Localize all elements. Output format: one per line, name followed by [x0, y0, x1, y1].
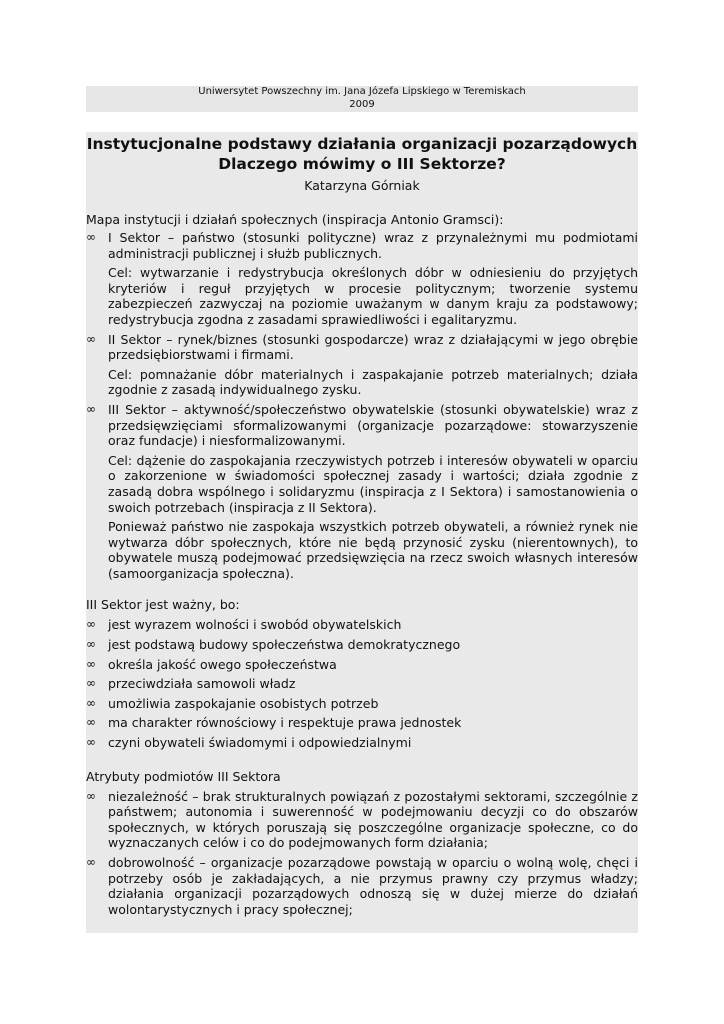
infinity-bullet-icon: ∞: [86, 401, 96, 416]
infinity-bullet-icon: ∞: [86, 656, 96, 671]
list-item-voluntariness: ∞ dobrowolność – organizacje pozarządowe powstają w oparciu o wolną wolę, chęci i potrzeby osób je zakładających, a nie przymus prawny czy przymus władzy; działania organizacji pozarządowych odnoszą się w dużej mierze do działań wolontarystycznych i pracy społecznej;: [86, 855, 638, 917]
list-item: ∞ jest wyrazem wolności i swobód obywatelskich: [86, 617, 402, 633]
sector-1-text: I Sektor – państwo (stosunki polityczne) wraz z przynależnymi mu podmiotami administracji publicznej i służb publicznych.: [108, 230, 638, 261]
author-name: Katarzyna Górniak: [304, 178, 420, 193]
header-year: 2009: [349, 98, 375, 110]
list-item-sector-2: [86, 332, 638, 363]
sector-3-text: III Sektor – aktywność/społeczeństwo obywatelskie (stosunki obywatelskie) wraz z przedsięwzięciami sformalizowanymi (organizacje pozarządowe: stowarzyszenie oraz fundacje) i niesformalizowanymi.: [108, 401, 638, 449]
list-item: ∞ umożliwia zaspokajanie osobistych potrzeb: [86, 695, 379, 711]
infinity-bullet-icon: ∞: [86, 695, 96, 710]
list-item: ∞ jest podstawą budowy społeczeństwa demokratycznego: [86, 637, 461, 653]
header-university: Uniwersytet Powszechny im. Jana Józefa Lipskiego w Teremiskach: [198, 86, 526, 97]
document-body: [86, 132, 638, 933]
infinity-bullet-icon: ∞: [86, 676, 96, 691]
sector-1-goal: Cel: wytwarzanie i redystrybucja określonych dóbr w odniesieniu do przyjętych kryteriów i reguł przyjętych w procesie politycznym; tworzenie systemu zabezpieczeń zazwyczaj na poziomie uważanym w danym kraju za podstawowy; redystrybucja zgodna z zasadami sprawiedliwości i egalitaryzmu.: [108, 265, 638, 327]
section-heading-importance: III Sektor jest ważny, bo:: [86, 597, 240, 613]
infinity-bullet-icon: ∞: [86, 715, 96, 730]
importance-list: [86, 617, 638, 750]
sector-2-text: II Sektor – rynek/biznes (stosunki gospodarcze) wraz z działającymi w jego obrębie przedsiębiorstwami i firmami.: [108, 331, 638, 363]
title-line-2: Dlaczego mówimy o III Sektorze?: [218, 155, 506, 173]
sector-2-goal: Cel: pomnażanie dóbr materialnych i zaspakajanie potrzeb materialnych; działa zgodnie z zasadą indywidualnego zysku.: [108, 366, 638, 398]
infinity-bullet-icon: ∞: [86, 230, 96, 244]
sector-3-goal: Cel: dążenie do zaspokajania rzeczywistych potrzeb i interesów obywateli w oparciu o zakorzenione w świadomości społecznej zasady i wartości; działa zgodnie z zasadą dobra wspólnego i solidaryzmu (inspiracja z I Sektora) i samostanowienia o swoich potrzebach (inspiracja z II Sektora).: [108, 452, 638, 515]
section-heading-attributes: Atrybuty podmiotów III Sektora: [86, 768, 281, 784]
page-header: [86, 86, 638, 112]
list-item: ∞ określa jakość owego społeczeństwa: [86, 656, 337, 672]
list-item-sector-3: [86, 402, 638, 449]
title-line-1: Instytucjonalne podstawy działania organizacji pozarządowych: [86, 135, 638, 153]
list-item: ∞ czyni obywateli świadomymi i odpowiedzialnymi: [86, 735, 412, 751]
sector-3-reason: Ponieważ państwo nie zaspokaja wszystkich potrzeb obywateli, a również rynek nie wytwarza dóbr społecznych, które nie będą przynosić zysku (nierentownych), to obywatele muszą podejmować przedsięwzięcia na rzecz swoich własnych interesów (samoorganizacja społeczna).: [108, 519, 638, 581]
sector-list: [86, 230, 638, 581]
infinity-bullet-icon: ∞: [86, 331, 96, 346]
list-item: ∞ przeciwdziała samowoli władz: [86, 676, 296, 692]
list-item-independence: ∞ niezależność – brak strukturalnych powiązań z pozostałymi sektorami, szczególnie z państwem; autonomia i suwerenność w podejmowaniu decyzji co do obszarów społecznych, w których poruszają się poszczególne organizacje społeczne, co do wyznaczanych celów i co do podejmowanych form działania;: [86, 788, 638, 851]
list-item-sector-1: [86, 230, 638, 261]
infinity-bullet-icon: ∞: [86, 788, 96, 803]
infinity-bullet-icon: ∞: [86, 855, 96, 869]
infinity-bullet-icon: ∞: [86, 617, 96, 632]
section-heading-map: Mapa instytucji i działań społecznych (inspiracja Antonio Gramsci):: [86, 212, 504, 227]
attributes-list: [86, 789, 638, 918]
list-item: ∞ ma charakter równościowy i respektuje prawa jednostek: [86, 715, 462, 731]
infinity-bullet-icon: ∞: [86, 735, 96, 750]
infinity-bullet-icon: ∞: [86, 637, 96, 652]
document-title: [86, 132, 638, 174]
